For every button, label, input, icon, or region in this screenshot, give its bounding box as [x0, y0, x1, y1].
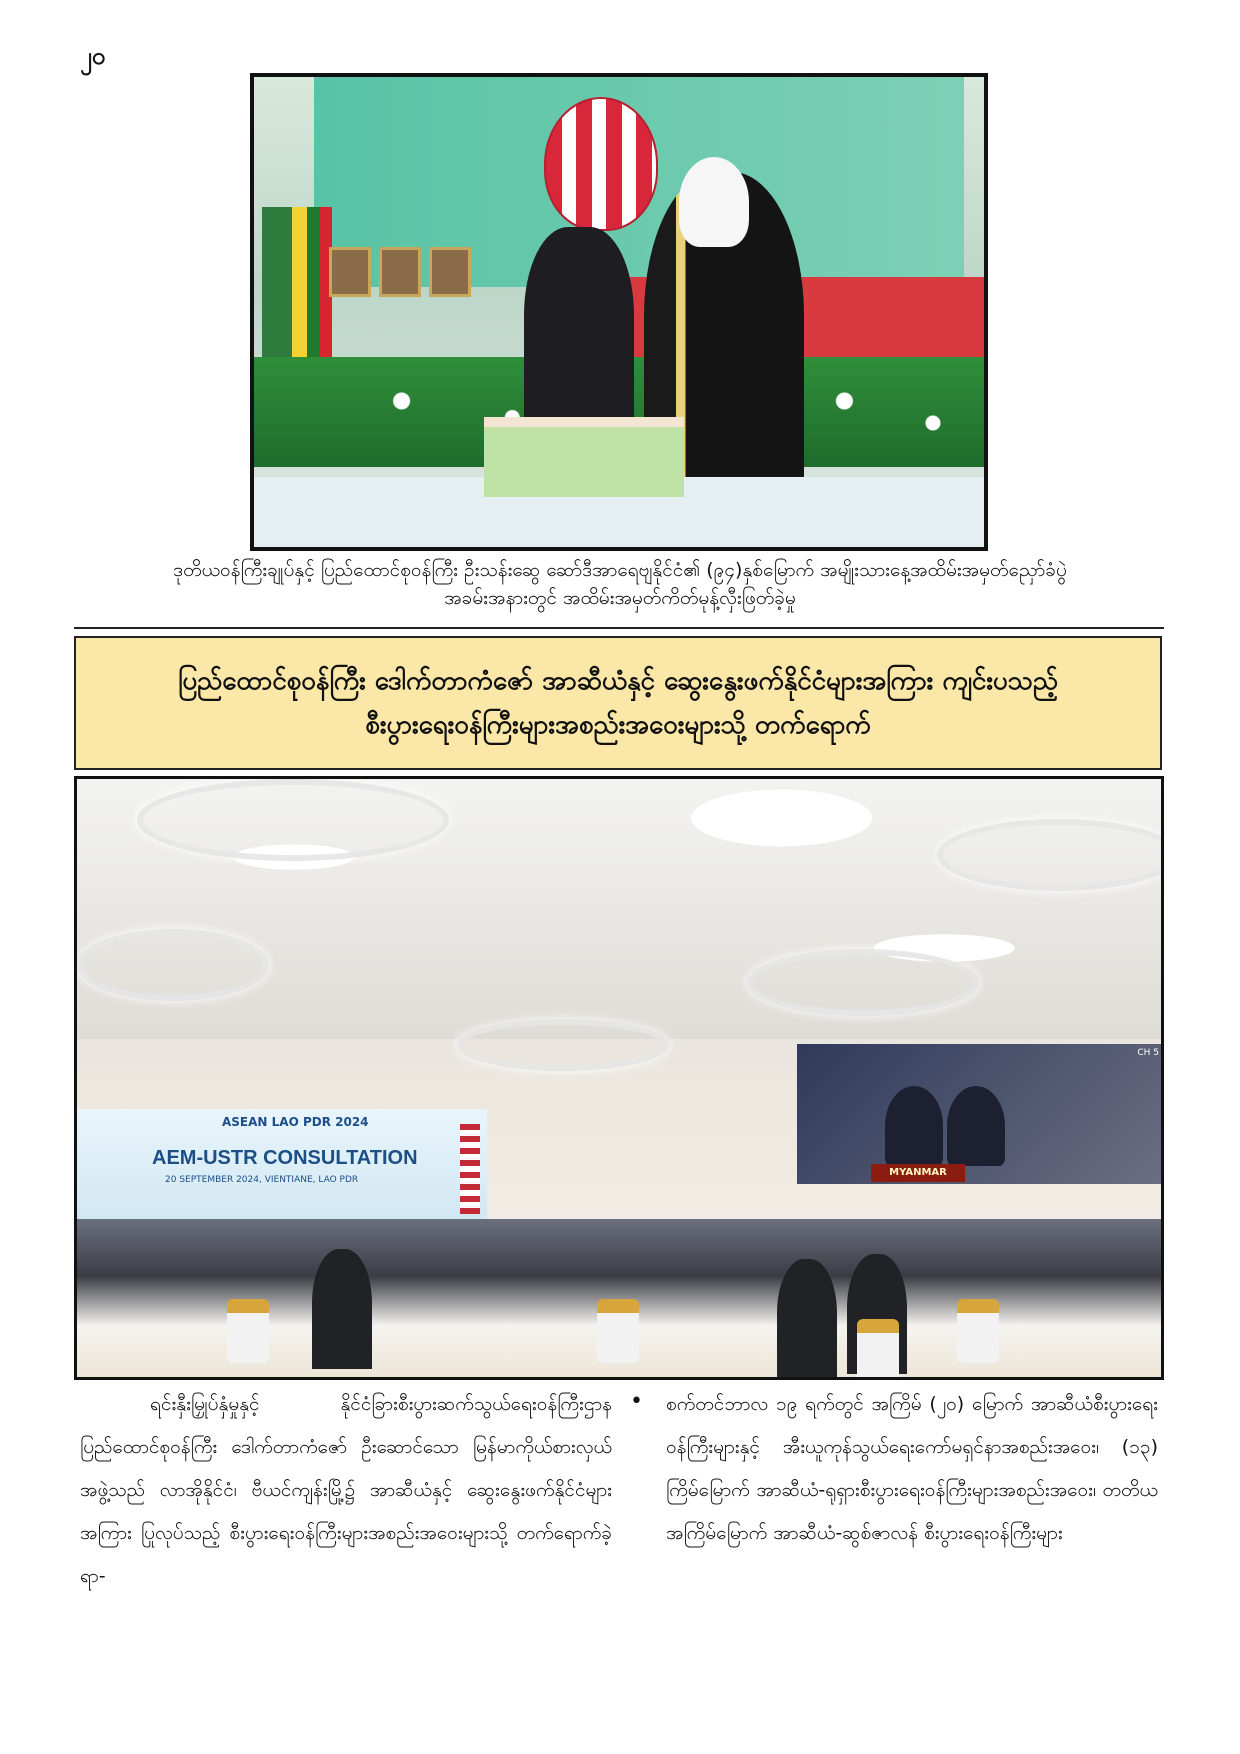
country-nameplate: MYANMAR	[871, 1164, 965, 1182]
minister-on-screen	[885, 1086, 943, 1166]
chandelier	[747, 949, 979, 1016]
headline-line: ပြည်ထောင်စုဝန်ကြီး ဒေါက်တာကံဇော် အာဆီယံနှင့် ဆွေးနွေးဖက်နိုင်ငံများအကြား ကျင်းပသည့်	[177, 666, 1059, 696]
article-headline	[74, 636, 1162, 770]
banner-title: AEM-USTR CONSULTATION	[152, 1147, 418, 1169]
photo-caption	[80, 556, 1160, 612]
portrait-frame	[329, 247, 371, 297]
national-flags	[262, 207, 332, 367]
delegate	[777, 1259, 837, 1379]
page-number: ၂၀	[80, 42, 106, 70]
chair	[227, 1299, 269, 1363]
chair	[597, 1299, 639, 1363]
chandelier	[457, 1019, 669, 1071]
article-left-column: ရင်းနှီးမြှုပ်နှံမှုနှင့် နိုင်ငံခြားစီးပွားဆက်သွယ်ရေးဝန်ကြီးဌာန ပြည်ထောင်စုဝန်ကြီး ဒေါက်တာကံဇော် ဦးဆောင်သော မြန်မာကိုယ်စားလှယ်အဖွဲ့သည် လာအိုနိုင်ငံ၊ ဗီယင်ကျန်းမြို့၌ အာဆီယံနှင့် ဆွေးနွေးဖက်နိုင်ငံများအကြား ပြုလုပ်သည့် စီးပွားရေးဝန်ကြီးများအစည်းအဝေးများသို့ တက်ရောက်ခဲ့ရာ-	[80, 1393, 612, 1587]
delegate	[312, 1249, 372, 1369]
event-banner	[77, 1109, 487, 1229]
chair	[857, 1319, 899, 1380]
chandelier	[137, 779, 449, 861]
bullet-point-icon: •	[630, 1389, 643, 1414]
us-flag	[460, 1124, 480, 1214]
caption-line: အခမ်းအနားတွင် အထိမ်းအမှတ်ကိတ်မုန့်လှီးဖြတ်ခဲ့မှု	[444, 587, 796, 609]
portrait-frames	[329, 247, 471, 297]
deputy-prime-minister-figure	[524, 227, 634, 447]
chandelier	[77, 929, 269, 1001]
portrait-frame	[429, 247, 471, 297]
hot-air-balloon-graphic	[544, 97, 658, 231]
article-right-column: စက်တင်ဘာလ ၁၉ ရက်တွင် အကြိမ် (၂၀) မြောက် အာဆီယံစီးပွားရေးဝန်ကြီးများနှင့် အီးယူကုန်သွယ်ရေးကော်မရှင်နာအစည်းအဝေး၊ (၁၃) ကြိမ်မြောက် အာဆီယံ-ရုရှားစီးပွားရေးဝန်ကြီးများအစည်းအဝေး၊ တတိယအကြိမ်မြောက် အာဆီယံ-ဆွစ်ဇာလန် စီးပွားရေးဝန်ကြီးများ	[666, 1393, 1158, 1544]
chair	[957, 1299, 999, 1363]
screen-channel-label: CH 5	[1137, 1048, 1159, 1058]
asean-logo-text: ASEAN LAO PDR 2024	[222, 1115, 369, 1129]
conference-photo	[74, 776, 1164, 1380]
portrait-frame	[379, 247, 421, 297]
section-divider	[74, 627, 1164, 629]
headline-line: စီးပွားရေးဝန်ကြီးများအစည်းအဝေးများသို့ တက်ရောက်	[365, 710, 871, 740]
celebration-cake	[484, 417, 684, 497]
banner-date: 20 SEPTEMBER 2024, VIENTIANE, LAO PDR	[165, 1175, 359, 1185]
chandelier	[937, 819, 1164, 891]
delegate-on-screen	[947, 1086, 1005, 1166]
video-screen	[797, 1044, 1164, 1184]
ambassador-headdress	[679, 157, 749, 247]
caption-line: ဒုတိယဝန်ကြီးချုပ်နှင့် ပြည်ထောင်စုဝန်ကြီး ဦးသန်းဆွေ ဆော်ဒီအာရေဗျနိုင်ငံ၏ (၉၄)နှစ်မြောက် အမျိုးသားနေ့အထိမ်းအမှတ်ညှော်ခံပွဲ	[173, 559, 1067, 581]
cake-cutting-photo	[250, 73, 988, 551]
